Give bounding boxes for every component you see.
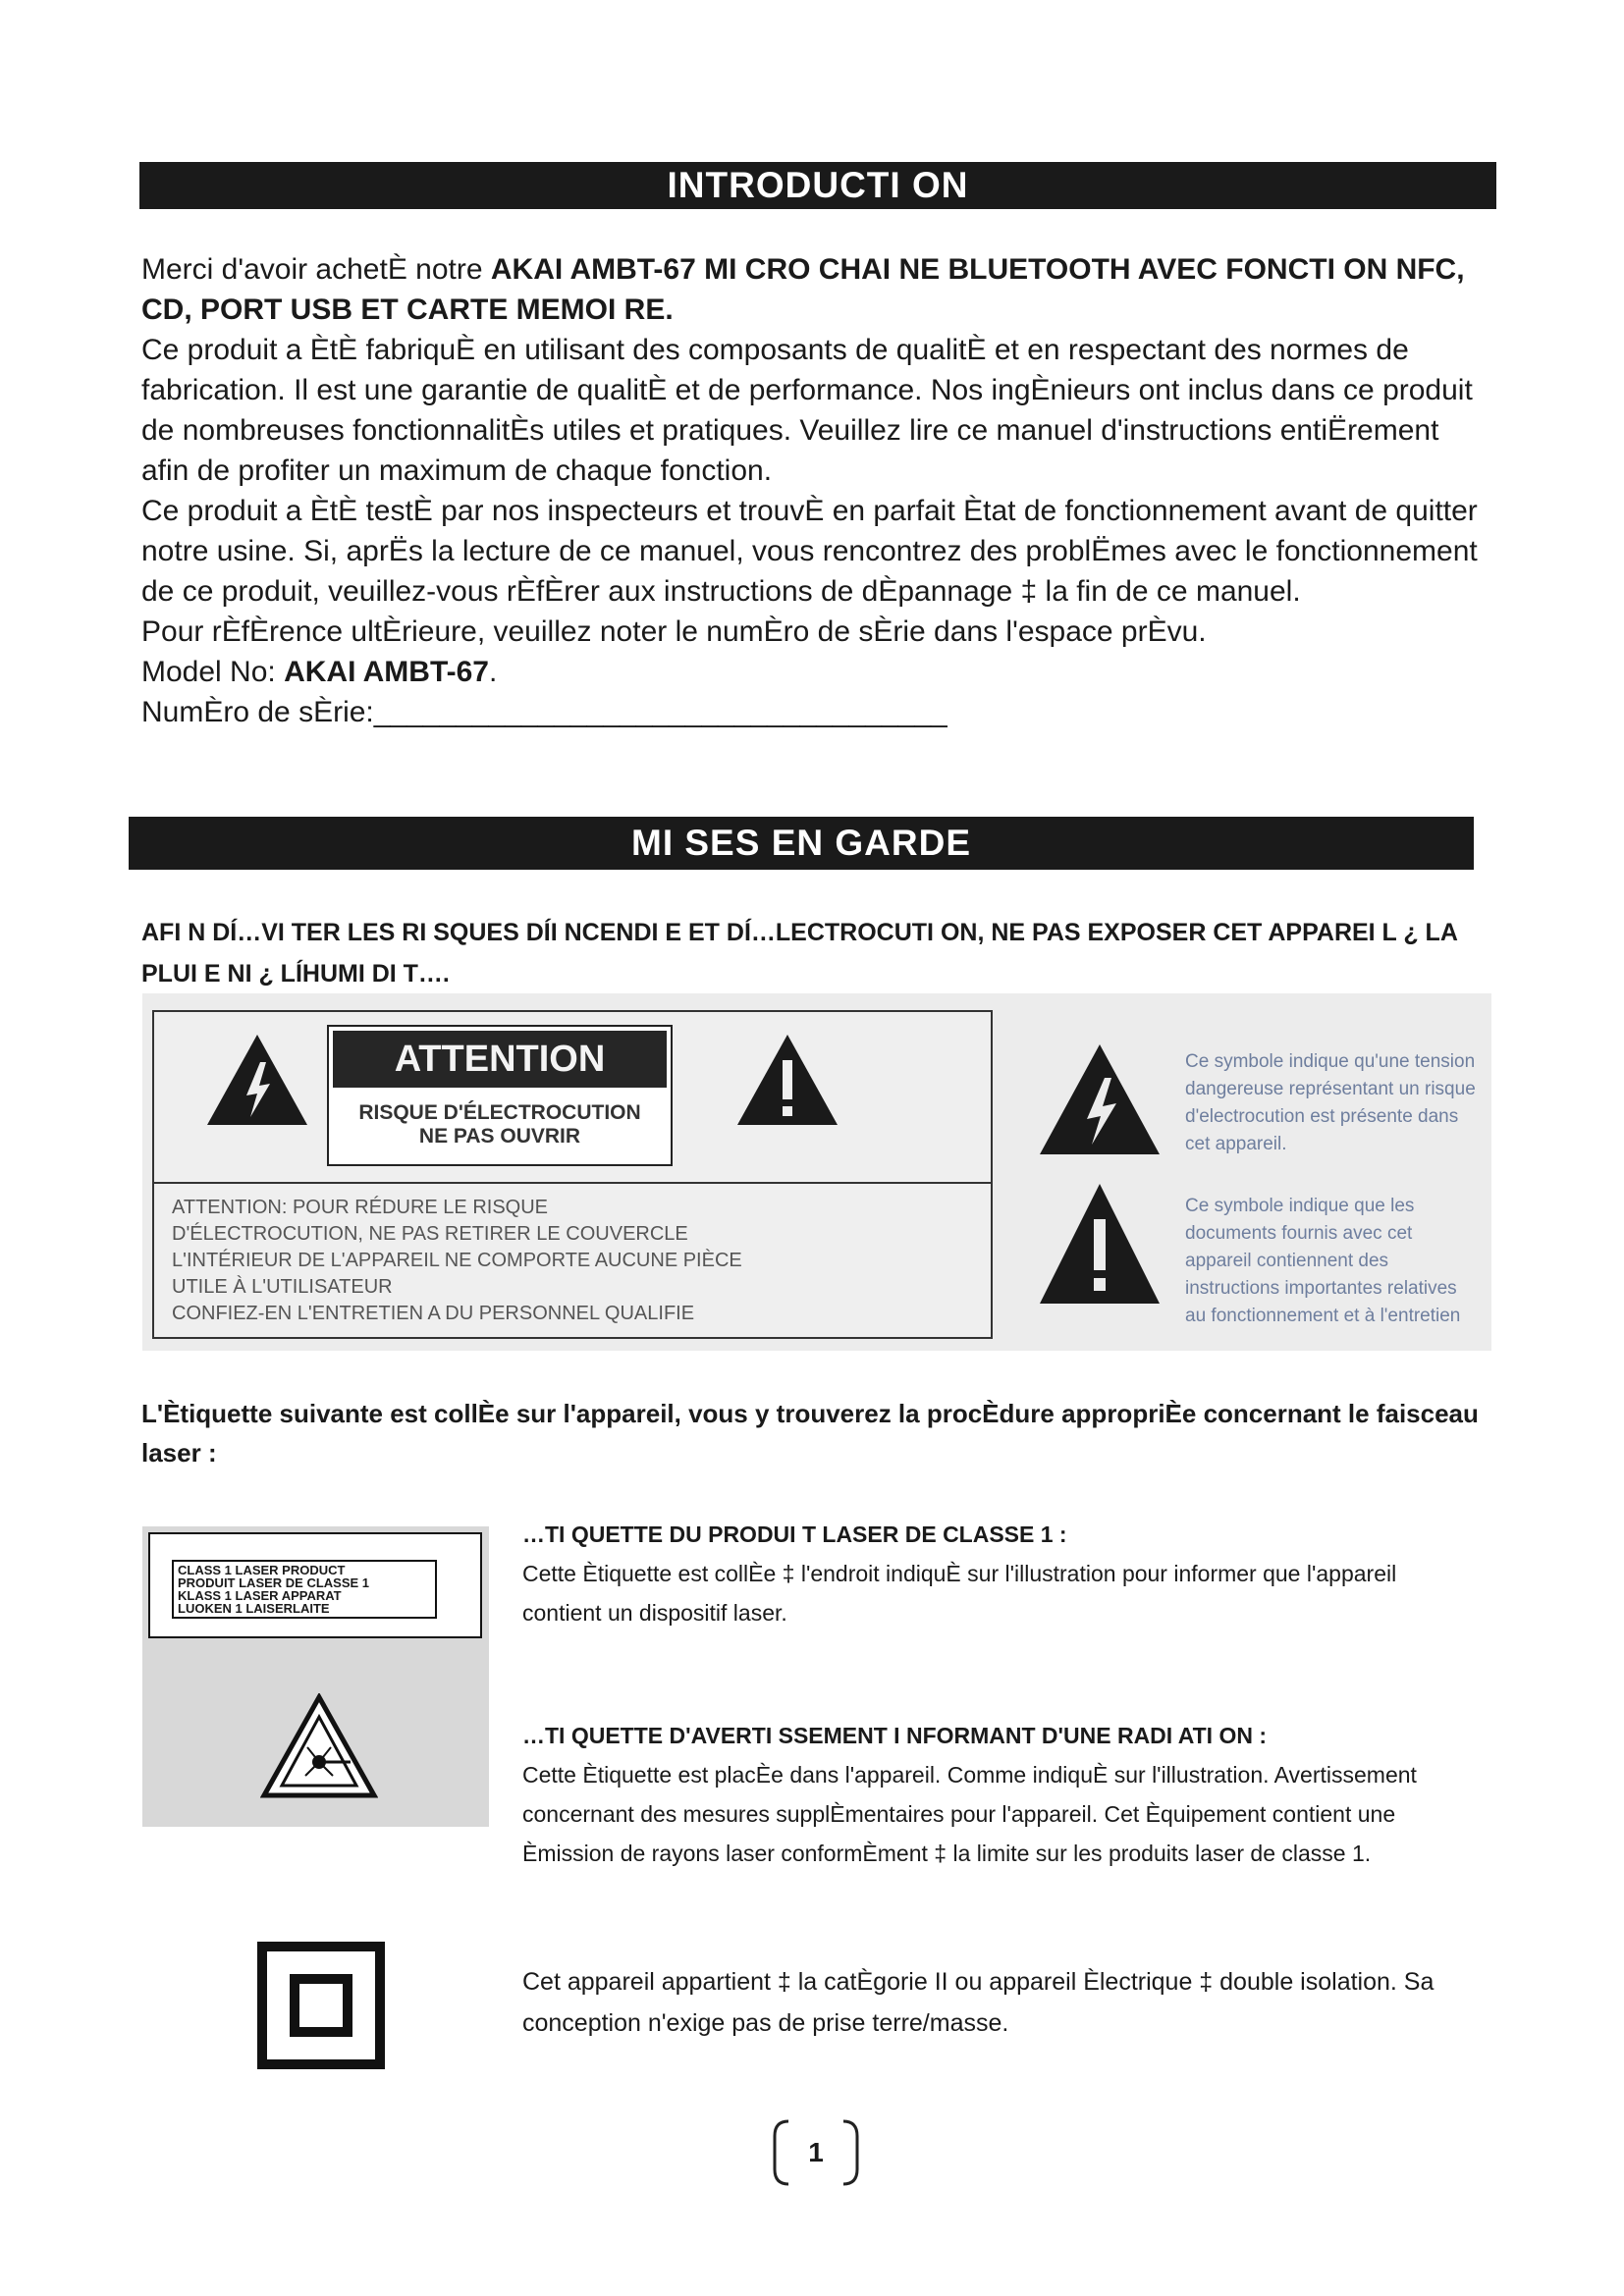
serial-line: NumÈro de sÈrie:___________________________________	[141, 696, 947, 728]
exclamation-symbol-icon	[1036, 1180, 1164, 1308]
introduction-heading-text: INTRODUCTI ON	[667, 165, 969, 205]
laser-class-title: …TI QUETTE DU PRODUI T LASER DE CLASSE 1 :	[522, 1522, 1067, 1547]
attention-divider	[152, 1182, 993, 1184]
warnings-heading-text: MI SES EN GARDE	[631, 823, 971, 863]
class2-block	[522, 1961, 1504, 2044]
radiation-title: …TI QUETTE D'AVERTI SSEMENT I NFORMANT D'UNE RADI ATI ON :	[522, 1723, 1268, 1748]
page-bracket-right	[841, 2118, 861, 2187]
laser-label-line: LUOKEN 1 LAISERLAITE	[178, 1601, 330, 1616]
main-warning: AFI N DÍ…VI TER LES RI SQUES DÍI NCENDI E ET DÍ…LECTROCUTI ON, NE PAS EXPOSER CET APPAREI L ¿ LA PLUI E NI ¿ LÍHUMI DI T….	[141, 919, 1457, 988]
product-name: AKAI AMBT-67 MI CRO CHAI NE BLUETOOTH AVEC FONCTI ON NFC, CD, PORT USB ET CARTE MEMOI RE.	[141, 253, 1465, 326]
laser-radiation-icon	[260, 1693, 378, 1801]
symbol2-description: Ce symbole indique que les documents fournis avec cet appareil contiennent des instructions importantes relatives au fonctionnement et à l'entretien	[1185, 1196, 1461, 1326]
attention-graphic	[142, 993, 1491, 1351]
model-number: AKAI AMBT-67	[284, 656, 489, 688]
laser-label-line: PRODUIT LASER DE CLASSE 1	[178, 1575, 370, 1590]
laser-label-line: CLASS 1 LASER PRODUCT	[178, 1563, 346, 1577]
double-insulation-icon	[257, 1942, 385, 2069]
caution-line: D'ÉLECTROCUTION, NE PAS RETIRER LE COUVERCLE	[172, 1223, 688, 1245]
introduction-body	[141, 249, 1487, 732]
attention-title: ATTENTION	[333, 1031, 667, 1088]
lightning-symbol-icon	[1036, 1041, 1164, 1158]
attention-title-box	[327, 1025, 673, 1166]
lightning-warning-icon	[203, 1031, 311, 1129]
intro-para2: Ce produit a ÈtÈ testÈ par nos inspecteurs et trouvÈ en parfait Ètat de fonctionnement avant de quitter notre usine. Si, aprËs la lecture de ce manuel, vous rencontrez des problËmes avec le fonctionnement de ce produit, veuillez-vous rÈfÈrer aux instructions de dÈpannage ‡ la fin de ce manuel.	[141, 495, 1478, 608]
intro-para1: Ce produit a ÈtÈ fabriquÈ en utilisant des composants de qualitÈ et en respectant des normes de fabrication. Il est une garantie de qualitÈ et de performance. Nos ingÈnieurs ont inclus dans ce produit de nombreuses fonctionnalitÈs utiles et pratiques. Veuillez lire ce manuel d'instructions entiËrement afin de profiter un maximum de chaque fonction.	[141, 334, 1473, 487]
radiation-body: Cette Ètiquette est placÈe dans l'appareil. Comme indiquÈ sur l'illustration. Avertissement concernant des mesures supplÈmentaires pour l'appareil. Cet Èquipement contient une Èmission de rayons laser conformÈment ‡ la limite sur les produits laser de classe 1.	[522, 1762, 1417, 1866]
model-line: Model No: AKAI AMBT-67.	[141, 656, 498, 688]
introduction-heading	[139, 162, 1496, 209]
intro-thanks: Merci d'avoir achetÈ notre AKAI AMBT-67 MI CRO CHAI NE BLUETOOTH AVEC FONCTI ON NFC, CD, PORT USB ET CARTE MEMOI RE.	[141, 253, 1465, 326]
laser-label-line: KLASS 1 LASER APPARAT	[178, 1588, 342, 1603]
caution-line: UTILE À L'UTILISATEUR	[172, 1276, 393, 1298]
laser-intro: L'Ètiquette suivante est collÈe sur l'appareil, vous y trouverez la procÈdure appropriÈe concernant le faisceau laser :	[141, 1399, 1479, 1468]
page-number: 1	[808, 2137, 824, 2167]
laser-class-block	[522, 1515, 1504, 1632]
radiation-block	[522, 1716, 1504, 1873]
exclamation-warning-icon	[733, 1031, 841, 1129]
page-number-bracket	[771, 2118, 861, 2187]
warnings-heading	[129, 817, 1474, 870]
risk-line1: RISQUE D'ÉLECTROCUTION	[358, 1101, 641, 1124]
caution-line: L'INTÉRIEUR DE L'APPAREIL NE COMPORTE AUCUNE PIÈCE	[172, 1250, 742, 1271]
caution-line: CONFIEZ-EN L'ENTRETIEN A DU PERSONNEL QUALIFIE	[172, 1303, 695, 1324]
risk-line2: NE PAS OUVRIR	[418, 1125, 581, 1148]
caution-line: ATTENTION: POUR RÉDURE LE RISQUE	[172, 1197, 549, 1218]
page-bracket-left	[771, 2118, 790, 2187]
laser-class-body: Cette Ètiquette est collÈe ‡ l'endroit indiquÈ sur l'illustration pour informer que l'appareil contient un dispositif laser.	[522, 1561, 1397, 1626]
symbol1-description: Ce symbole indique qu'une tension dangereuse représentant un risque d'electrocution est présente dans cet appareil.	[1185, 1051, 1476, 1154]
laser-label-graphic	[142, 1526, 489, 1827]
class2-body: Cet appareil appartient ‡ la catÈgorie II ou appareil Èlectrique ‡ double isolation. Sa conception n'exige pas de prise terre/masse.	[522, 1968, 1435, 2037]
intro-para3: Pour rÈfÈrence ultÈrieure, veuillez noter le numÈro de sÈrie dans l'espace prÈvu.	[141, 615, 1207, 648]
laser-label-text-box	[172, 1560, 437, 1619]
caution-text	[172, 1195, 977, 1327]
